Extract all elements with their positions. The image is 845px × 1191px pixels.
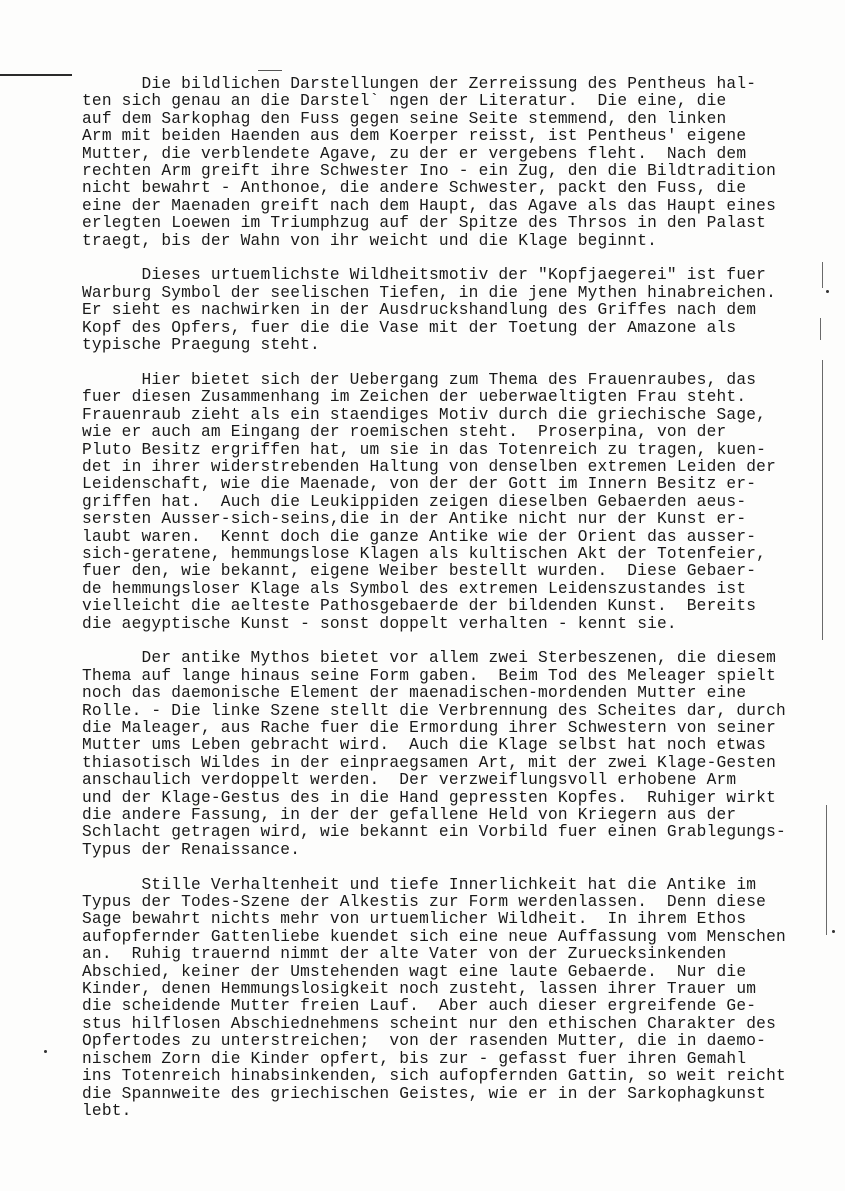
text-line: Typus der Renaissance.	[82, 840, 301, 859]
text-line: sersten Ausser-sich-seins,die in der Antike nicht nur der Kunst er-	[82, 510, 747, 529]
text-line: Stille Verhaltenheit und tiefe Innerlichkeit hat die Antike im	[82, 875, 757, 894]
text-line: Warburg Symbol der seelischen Tiefen, in die jene Mythen hinabreichen.	[82, 283, 776, 302]
text-line: nicht bewahrt - Anthonoe, die andere Schwester, packt den Fuss, die	[82, 179, 747, 198]
text-line: Kinder, denen Hemmungslosigkeit noch zusteht, lassen ihrer Trauer um	[82, 980, 757, 999]
text-line: nischem Zorn die Kinder opfert, bis zur - gefasst fuer ihren Gemahl	[82, 1049, 747, 1068]
text-line: griffen hat. Auch die Leukippiden zeigen dieselben Gebaerden aeus-	[82, 492, 747, 511]
text-line: Der antike Mythos bietet vor allem zwei Sterbeszenen, die diesem	[82, 649, 776, 668]
text-line: aufopfernder Gattenliebe kuendet sich eine neue Auffassung vom Menschen	[82, 927, 786, 946]
text-line: Rolle. - Die linke Szene stellt die Verbrennung des Scheites dar, durch	[82, 701, 786, 720]
text-line: Mutter ums Leben gebracht wird. Auch die Klage selbst hat noch etwas	[82, 736, 767, 755]
text-line: vielleicht die aelteste Pathosgebaerde der bildenden Kunst. Bereits	[82, 597, 757, 616]
right-margin-mark	[826, 805, 827, 935]
text-line: Abschied, keiner der Umstehenden wagt eine laute Gebaerde. Nur die	[82, 962, 747, 981]
text-line: Pluto Besitz ergriffen hat, um sie in das Totenreich zu tragen, kuen-	[82, 440, 767, 459]
text-line: Typus der Todes-Szene der Alkestis zur Form werdenlassen. Denn diese	[82, 893, 767, 912]
text-line: Mutter, die verblendete Agave, zu der er vergebens fleht. Nach dem	[82, 144, 747, 163]
text-line: Frauenraub zieht als ein staendiges Motiv durch die griechische Sage,	[82, 405, 767, 424]
top-dash-mark	[258, 70, 282, 71]
text-line: traegt, bis der Wahn von ihr weicht und die Klage beginnt.	[82, 231, 658, 250]
paragraph-pentheus	[82, 76, 812, 250]
text-line: ten sich genau an die Darstel` ngen der Literatur. Die eine, die	[82, 92, 727, 111]
text-line: eine der Maenaden greift nach dem Haupt, das Agave als das Haupt eines	[82, 196, 776, 215]
text-line: die Maleager, aus Rache fuer die Ermordung ihrer Schwestern von seiner	[82, 718, 776, 737]
paragraph-alkestis	[82, 877, 812, 1121]
text-line: die Spannweite des griechischen Geistes, wie er in der Sarkophagkunst	[82, 1084, 767, 1103]
text-line: fuer diesen Zusammenhang im Zeichen der ueberwaeltigten Frau steht.	[82, 388, 747, 407]
text-line: Dieses urtuemlichste Wildheitsmotiv der "Kopfjaegerei" ist fuer	[82, 266, 767, 285]
text-line: Opfertodes zu unterstreichen; von der rasenden Mutter, die in daemo-	[82, 1032, 767, 1051]
text-line: und der Klage-Gestus des in die Hand gepressten Kopfes. Ruhiger wirkt	[82, 788, 776, 807]
margin-dot	[832, 930, 835, 933]
margin-dot	[44, 1050, 47, 1053]
text-line: sich-geratene, hemmungslose Klagen als kultischen Akt der Totenfeier,	[82, 544, 767, 563]
text-line: Hier bietet sich der Uebergang zum Thema des Frauenraubes, das	[82, 370, 757, 389]
text-line: noch das daemonische Element der maenadischen-mordenden Mutter eine	[82, 684, 747, 703]
text-line: an. Ruhig trauernd nimmt der alte Vater von der Zuruecksinkenden	[82, 945, 727, 964]
text-line: wie er auch am Eingang der roemischen steht. Proserpina, von der	[82, 423, 727, 442]
text-line: Die bildlichen Darstellungen der Zerreissung des Pentheus hal-	[82, 75, 757, 93]
text-line: erlegten Loewen im Triumphzug auf der Spitze des Thrsos in den Palast	[82, 214, 767, 233]
text-line: die aegyptische Kunst - sonst doppelt verhalten - kennt sie.	[82, 614, 677, 633]
text-line: stus hilflosen Abschiednehmens scheint nur den ethischen Charakter des	[82, 1014, 776, 1033]
right-margin-mark	[822, 360, 823, 640]
paragraph-sterbeszenen	[82, 650, 812, 859]
text-line: thiasotisch Wildes in der einpraegsamen Art, mit der zwei Klage-Gesten	[82, 753, 776, 772]
text-line: typische Praegung steht.	[82, 336, 320, 355]
text-line: Kopf des Opfers, fuer die die Vase mit der Toetung der Amazone als	[82, 318, 737, 337]
text-line: Arm mit beiden Haenden aus dem Koerper reisst, ist Pentheus' eigene	[82, 127, 747, 146]
text-line: Er sieht es nachwirken in der Ausdruckshandlung des Griffes nach dem	[82, 301, 757, 320]
text-line: Thema auf lange hinaus seine Form gaben. Beim Tod des Meleager spielt	[82, 666, 776, 685]
text-line: rechten Arm greift ihre Schwester Ino - ein Zug, den die Bildtradition	[82, 162, 776, 181]
right-margin-mark	[820, 318, 821, 340]
right-margin-mark	[822, 262, 823, 288]
text-line: de hemmungsloser Klage als Symbol des extremen Leidenszustandes ist	[82, 579, 747, 598]
text-line: lebt.	[82, 1101, 132, 1120]
text-line: det in ihrer widerstrebenden Haltung von denselben extremen Leiden der	[82, 457, 776, 476]
text-line: Schlacht getragen wird, wie bekannt ein Vorbild fuer einen Grablegungs-	[82, 823, 786, 842]
text-line: die scheidende Mutter freien Lauf. Aber auch dieser ergreifende Ge-	[82, 997, 757, 1016]
text-line: die andere Fassung, in der der gefallene Held von Kriegern aus der	[82, 806, 737, 825]
text-line: ins Totenreich hinabsinkenden, sich aufopfernden Gattin, so weit reicht	[82, 1067, 786, 1086]
top-margin-rule	[0, 74, 72, 76]
document-body	[82, 76, 812, 1138]
paragraph-kopfjaegerei	[82, 267, 812, 354]
text-line: auf dem Sarkophag den Fuss gegen seine Seite stemmend, den linken	[82, 109, 727, 128]
text-line: Leidenschaft, wie die Maenade, von der der Gott im Innern Besitz er-	[82, 475, 757, 494]
text-line: Sage bewahrt nichts mehr von urtuemlicher Wildheit. In ihrem Ethos	[82, 910, 747, 929]
text-line: fuer den, wie bekannt, eigene Weiber bestellt wurden. Diese Gebaer-	[82, 562, 757, 581]
text-line: laubt waren. Kennt doch die ganze Antike wie der Orient das ausser-	[82, 527, 757, 546]
paragraph-frauenraub	[82, 372, 812, 633]
margin-dot	[826, 290, 829, 293]
text-line: anschaulich verdoppelt werden. Der verzweiflungsvoll erhobene Arm	[82, 771, 737, 790]
